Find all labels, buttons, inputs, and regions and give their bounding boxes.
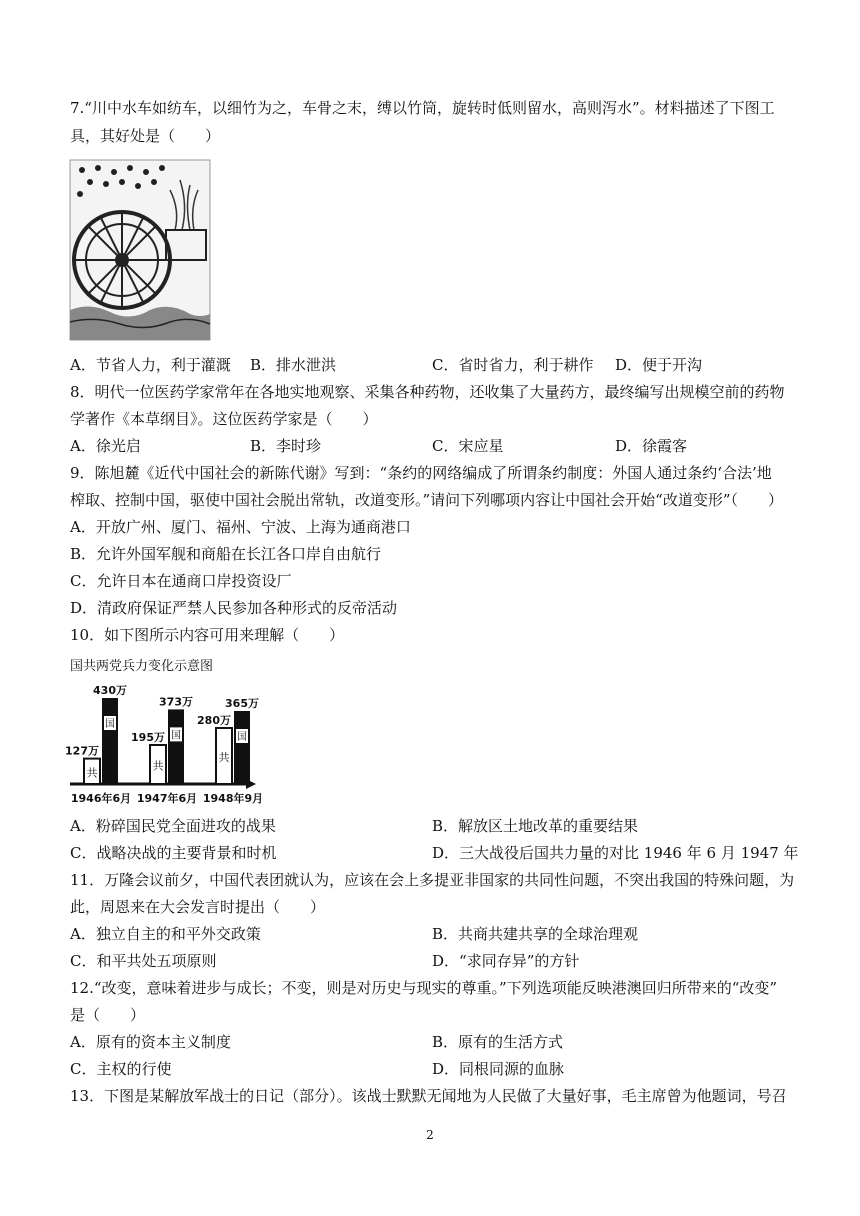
x-tick-label: 1948年9月 [202, 792, 264, 805]
q9-option-d: D．清政府保证严禁人民参加各种形式的反帝活动 [70, 599, 398, 617]
q10-option-d: D．三大战役后国共力量的对比 1946 年 6 月 1947 年 [432, 844, 799, 862]
q7-option-d: D．便于开沟 [615, 356, 703, 374]
q9-stem-line2: 榨取、控制中国，驱使中国社会脱出常轨，改道变形。”请问下列哪项内容让中国社会开始“改道变形”（ ） [70, 491, 784, 509]
q13-stem-line1: 13．下图是某解放军战士的日记（部分）。该战士默默无闻地为人民做了大量好事，毛主席曾为他题词，号召 [70, 1087, 787, 1105]
bar-kmt [168, 709, 184, 784]
q11-stem-line2: 此，周恩来在大会发言时提出（ ） [70, 898, 326, 916]
chart-title: 国共两党兵力变化示意图 [70, 659, 214, 674]
data-label-communist: 195万 [131, 731, 165, 744]
q8-stem-line1: 8．明代一位医药学家常年在各地实地观察、采集各种药物，还收集了大量药方，最终编写出规模空前的药物 [70, 383, 785, 401]
q12-stem-line2: 是（ ） [70, 1006, 146, 1024]
bar-communist-tag: 共 [152, 759, 164, 773]
q10-option-a: A．粉碎国民党全面进攻的战果 [70, 817, 276, 835]
q9-option-b: B．允许外国军舰和商船在长江各口岸自由航行 [70, 545, 382, 563]
q12-option-d: D．同根同源的血脉 [432, 1060, 565, 1078]
waterwheel-illustration [70, 160, 210, 340]
bar-communist-tag: 共 [86, 766, 98, 780]
q10-option-c: C．战略决战的主要背景和时机 [70, 844, 277, 862]
data-label-communist: 280万 [197, 714, 231, 727]
q12-option-c: C．主权的行使 [70, 1060, 172, 1078]
q7-option-c: C．省时省力，利于耕作 [432, 356, 594, 374]
q9-stem-line1: 9．陈旭麓《近代中国社会的新陈代谢》写到：“条约的网络编成了所谓条约制度：外国人通过条约‘合法’地 [70, 464, 772, 482]
page-number: 2 [426, 1128, 434, 1142]
bar-kmt [102, 698, 118, 784]
q7-stem-line1: 7.“川中水车如纺车，以细竹为之，车骨之末，缚以竹筒，旋转时低则留水，高则泻水”。材料描述了下图工 [70, 99, 775, 117]
bar-kmt [234, 711, 250, 784]
bar-communist-tag: 共 [218, 751, 230, 764]
q8-option-b: B．李时珍 [250, 437, 322, 455]
bar-kmt-tag: 国 [171, 730, 181, 742]
q8-stem-line2: 学著作《本草纲目》。这位医药学家是（ ） [70, 410, 378, 428]
q7-stem-line2: 具，其好处是（ ） [70, 127, 221, 145]
q10-option-b: B．解放区土地改革的重要结果 [432, 817, 639, 835]
q11-option-c: C．和平共处五项原则 [70, 952, 217, 970]
bar-kmt-tag: 国 [105, 719, 115, 730]
q8-option-c: C．宋应星 [432, 437, 504, 455]
q12-option-a: A．原有的资本主义制度 [70, 1033, 231, 1051]
q8-option-d: D．徐霞客 [615, 437, 688, 455]
troop-strength-chart [65, 680, 275, 808]
q7-option-b: B．排水泄洪 [250, 356, 337, 374]
q11-option-b: B．共商共建共享的全球治理观 [432, 925, 639, 943]
q12-option-b: B．原有的生活方式 [432, 1033, 564, 1051]
q12-stem-line1: 12.“改变，意味着进步与成长；不变，则是对历史与现实的尊重。”下列选项能反映港澳回归所带来的“改变” [70, 979, 778, 997]
data-label-kmt: 373万 [159, 695, 193, 709]
q9-option-c: C．允许日本在通商口岸投资设厂 [70, 572, 292, 590]
x-tick-label: 1947年6月 [136, 792, 198, 805]
data-label-kmt: 430万 [93, 684, 127, 697]
x-tick-label: 1946年6月 [70, 792, 132, 805]
q10-stem: 10．如下图所示内容可用来理解（ ） [70, 626, 345, 644]
q9-option-a: A．开放广州、厦门、福州、宁波、上海为通商港口 [70, 518, 411, 536]
chart-svg [65, 680, 275, 808]
q7-option-a: A．节省人力，利于灌溉 [70, 356, 231, 374]
bar-kmt-tag: 国 [237, 732, 247, 743]
data-label-kmt: 365万 [225, 697, 259, 710]
q8-option-a: A．徐光启 [70, 437, 141, 455]
data-label-communist: 127万 [65, 744, 99, 758]
q11-option-d: D．“求同存异”的方针 [432, 952, 580, 970]
q11-option-a: A．独立自主的和平外交政策 [70, 925, 261, 943]
q11-stem-line1: 11．万隆会议前夕，中国代表团就认为，应该在会上多提亚非国家的共同性问题，不突出我国的特殊问题，为 [70, 871, 795, 889]
